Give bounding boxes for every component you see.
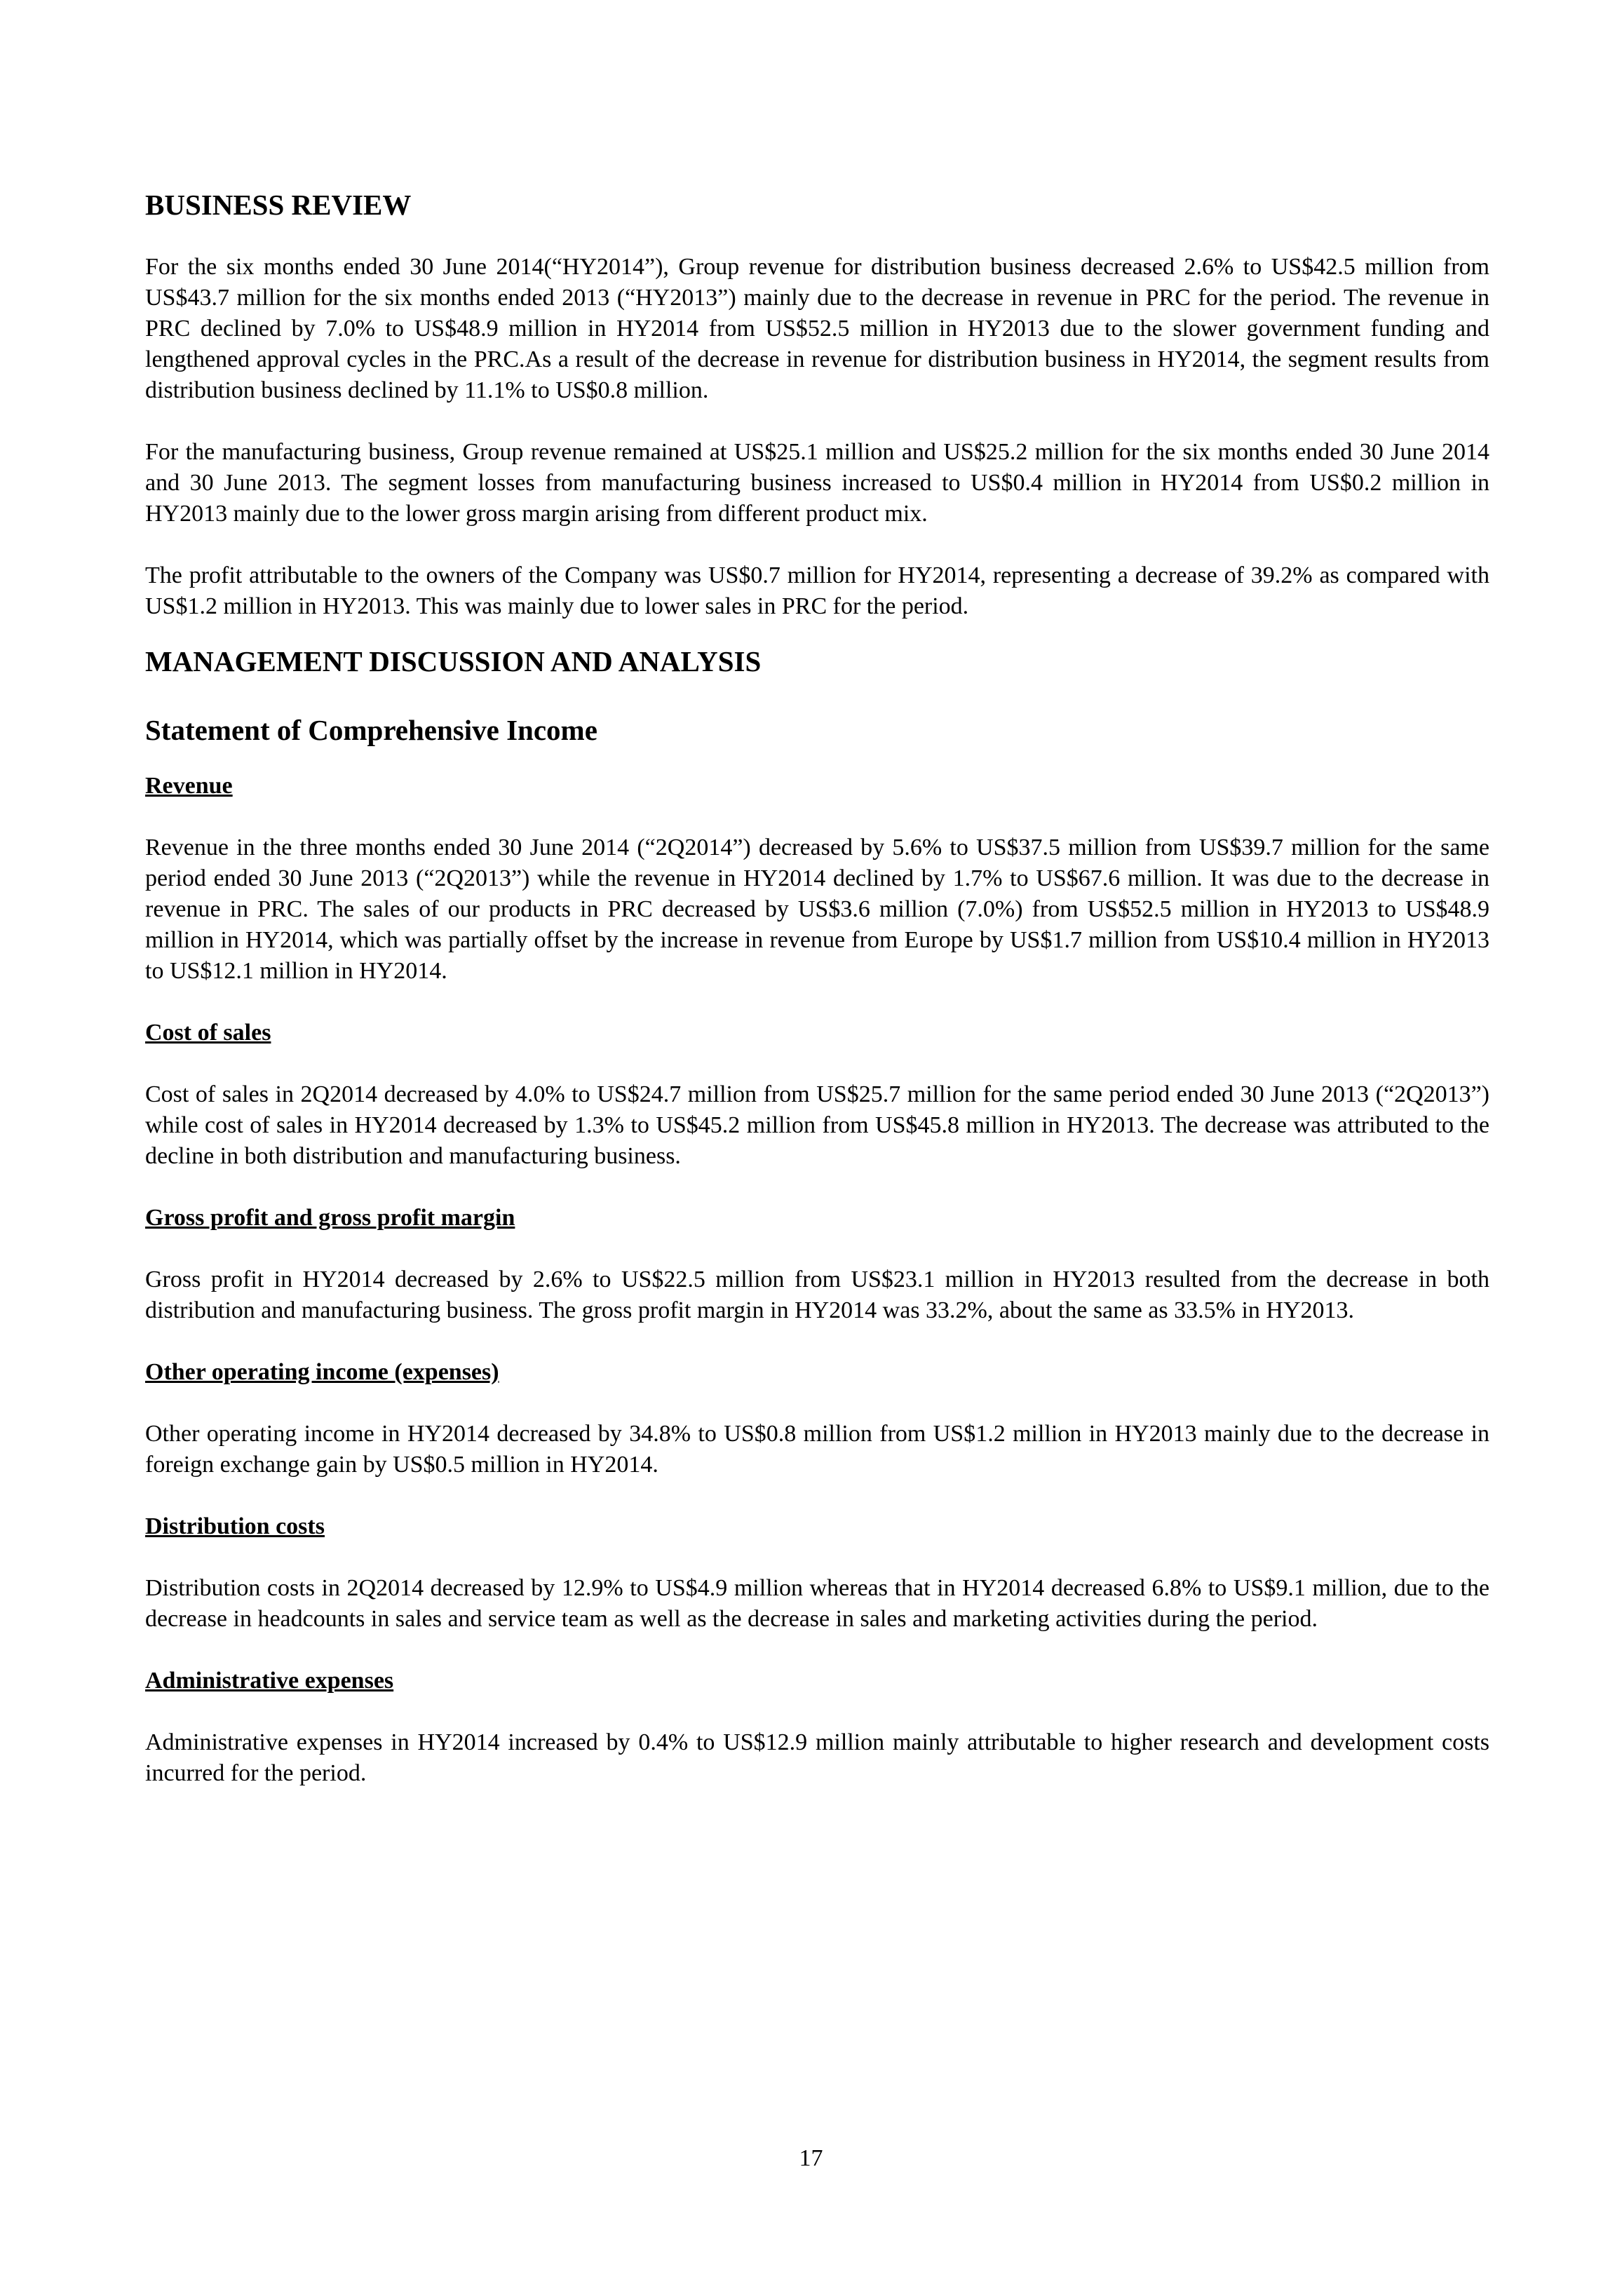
section-text-other-operating-income: Other operating income in HY2014 decreased by 34.8% to US$0.8 million from US$1.2 million in HY2013 mainly due to the decrease in foreign exchange gain by US$0.5 million in HY2014. — [145, 1421, 1489, 1478]
section-label-administrative-expenses: Administrative expenses — [145, 1668, 394, 1694]
section-label-gross-profit: Gross profit and gross profit margin — [145, 1205, 515, 1231]
section-label-cost-of-sales: Cost of sales — [145, 1020, 271, 1046]
section-text-distribution-costs: Distribution costs in 2Q2014 decreased by 12.9% to US$4.9 million whereas that in HY2014 decreased 6.8% to US$9.1 million, due to the decrease in headcounts in sales and service team as well as the decrease in sales and marketing activities during the period. — [145, 1575, 1489, 1632]
section-label-distribution-costs: Distribution costs — [145, 1513, 325, 1539]
section-text-revenue: Revenue in the three months ended 30 June 2014 (“2Q2014”) decreased by 5.6% to US$37.5 million from US$39.7 million for the same period ended 30 June 2013 (“2Q2013”) while the revenue in HY2014 declined by 1.7% to US$67.6 million. It was due to the decrease in revenue in PRC. The sales of our products in PRC decreased by US$3.6 million (7.0%) from US$52.5 million in HY2013 to US$48.9 million in HY2014, which was partially offset by the increase in revenue from Europe by US$1.7 million from US$10.4 million in HY2013 to US$12.1 million in HY2014. — [145, 835, 1489, 984]
mda-heading: MANAGEMENT DISCUSSION AND ANALYSIS — [145, 645, 762, 677]
business-review-heading: BUSINESS REVIEW — [145, 189, 412, 221]
business-review-paragraph-2: For the manufacturing business, Group revenue remained at US$25.1 million and US$25.2 million for the six months ended 30 June 2014 and 30 June 2013. The segment losses from manufacturing business increased to US$0.4 million in HY2014 from US$0.2 million in HY2013 mainly due to the lower gross margin arising from different product mix. — [145, 439, 1489, 527]
section-label-other-operating-income: Other operating income (expenses) — [145, 1359, 499, 1385]
section-text-gross-profit: Gross profit in HY2014 decreased by 2.6% to US$22.5 million from US$23.1 million in HY2013 resulted from the decrease in both distribution and manufacturing business. The gross profit margin in HY2014 was 33.2%, about the same as 33.5% in HY2013. — [145, 1267, 1489, 1323]
section-text-administrative-expenses: Administrative expenses in HY2014 increased by 0.4% to US$12.9 million mainly attributable to higher research and development costs incurred for the period. — [145, 1729, 1489, 1786]
section-text-cost-of-sales: Cost of sales in 2Q2014 decreased by 4.0% to US$24.7 million from US$25.7 million for the same period ended 30 June 2013 (“2Q2013”) while cost of sales in HY2014 decreased by 1.3% to US$45.2 million from US$45.8 million in HY2013. The decrease was attributed to the decline in both distribution and manufacturing business. — [145, 1081, 1489, 1169]
business-review-paragraph-1: For the six months ended 30 June 2014(“HY2014”), Group revenue for distribution business decreased 2.6% to US$42.5 million from US$43.7 million for the six months ended 2013 (“HY2013”) mainly due to the decrease in revenue in PRC for the period. The revenue in PRC declined by 7.0% to US$48.9 million in HY2014 from US$52.5 million in HY2013 due to the slower government funding and lengthened approval cycles in the PRC.As a result of the decrease in revenue for distribution business in HY2014, the segment results from distribution business declined by 11.1% to US$0.8 million. — [145, 254, 1489, 403]
business-review-paragraph-3: The profit attributable to the owners of the Company was US$0.7 million for HY2014, representing a decrease of 39.2% as compared with US$1.2 million in HY2013. This was mainly due to lower sales in PRC for the period. — [145, 562, 1489, 619]
statement-heading: Statement of Comprehensive Income — [145, 714, 597, 746]
document-page — [145, 184, 1489, 1789]
section-label-revenue: Revenue — [145, 773, 233, 799]
page-number: 17 — [799, 2145, 823, 2171]
